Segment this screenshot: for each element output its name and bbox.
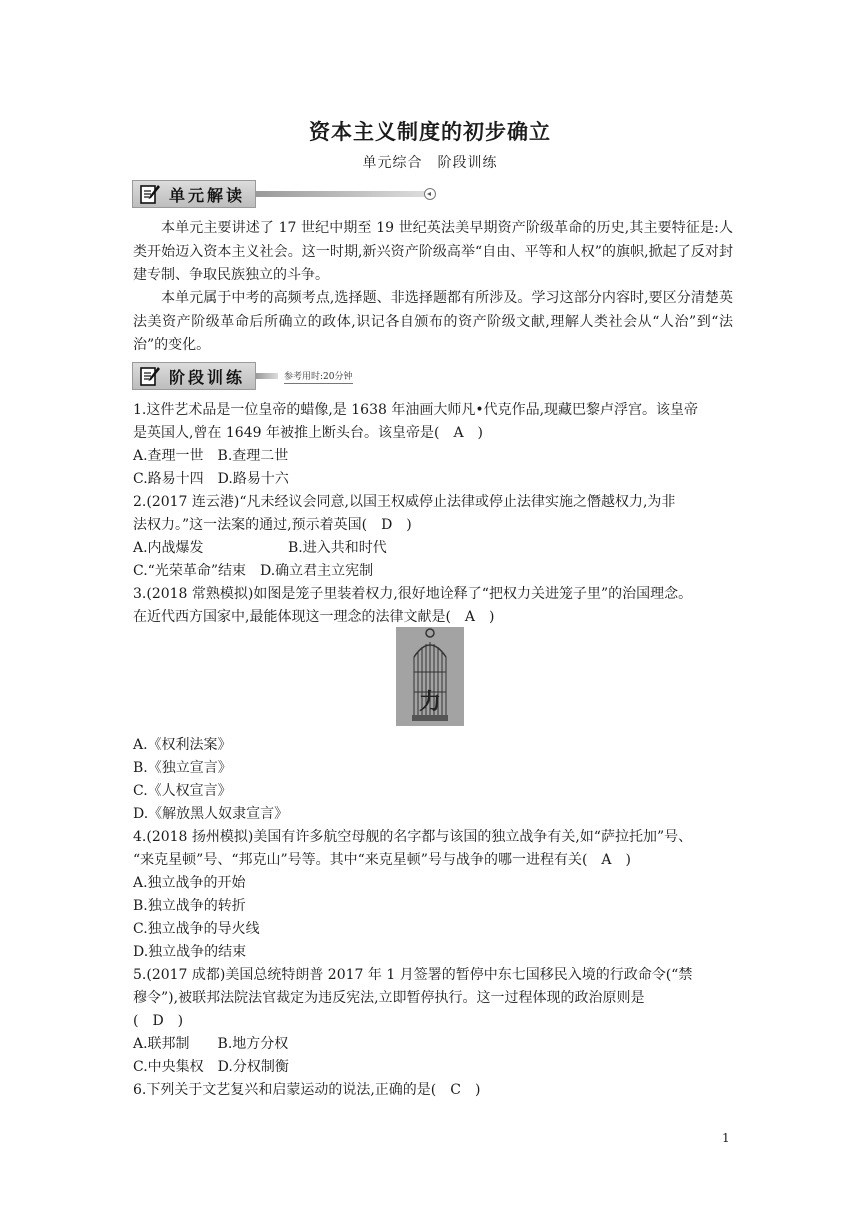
q6-stem-line-1: 6.下列关于文艺复兴和启蒙运动的说法,正确的是( C ) <box>133 1082 481 1098</box>
reference-time: 参考用时:20分钟 <box>284 369 353 384</box>
q5-options-line-2: C.中央集权 D.分权制衡 <box>133 1059 289 1075</box>
q2-option-b: B.进入共和时代 <box>288 540 387 556</box>
q3-option-c: C.《人权宣言》 <box>133 783 232 799</box>
q2-options-line-2: C.“光荣革命”结束 D.确立君主立宪制 <box>133 563 374 579</box>
q1-options-line-2: C.路易十四 D.路易十六 <box>133 471 289 487</box>
notepad-pencil-icon <box>139 183 161 205</box>
section-label: 单元解读 <box>169 185 246 205</box>
q3-option-d: D.《解放黑人奴隶宣言》 <box>133 806 289 822</box>
q3-option-a: A.《权利法案》 <box>133 737 232 753</box>
q5-options-line-1: A.联邦制 B.地方分权 <box>133 1036 289 1052</box>
q4-option-a: A.独立战争的开始 <box>133 875 246 891</box>
q5-stem-line-1: 5.(2017 成都)美国总统特朗普 2017 年 1 月签署的暂停中东七国移民入境的行政命令(“禁 <box>133 967 693 983</box>
q4-option-b: B.独立战争的转折 <box>133 898 246 914</box>
q4-stem-line-1: 4.(2018 扬州模拟)美国有许多航空母舰的名字都与该国的独立战争有关,如“萨拉托加”号、 <box>133 829 693 845</box>
q1-stem-line-1: 1.这件艺术品是一位皇帝的蜡像,是 1638 年油画大师凡•代克作品,现藏巴黎卢浮宫。该皇帝 <box>133 402 699 418</box>
q4-option-d: D.独立战争的结束 <box>133 944 247 960</box>
q3-stem-line-1: 3.(2018 常熟模拟)如图是笼子里装着权力,很好地诠释了“把权力关进笼子里”的治国理念。 <box>133 586 693 602</box>
q1-stem-line-2: 是英国人,曾在 1649 年被推上断头台。该皇帝是( A ) <box>133 425 484 441</box>
notepad-pencil-icon <box>139 365 161 387</box>
arrow-knob-icon <box>424 188 436 200</box>
q4-stem-line-2: “来克星顿”号、“邦克山”号等。其中“来克星顿”号与战争的哪一进程有关( A ) <box>133 852 631 868</box>
q5-stem-line-3: ( D ) <box>133 1013 184 1029</box>
cage-power-character: 力 <box>418 690 442 715</box>
page-number: 1 <box>722 1131 730 1145</box>
q1-options-line-1: A.查理一世 B.查理二世 <box>133 448 289 464</box>
section-banner-stage-training <box>132 362 353 390</box>
q3-option-b: B.《独立宣言》 <box>133 760 232 776</box>
q5-stem-line-2: 穆令”),被联邦法院法官裁定为违反宪法,立即暂停执行。这一过程体现的政治原则是 <box>133 990 645 1006</box>
section-label: 阶段训练 <box>169 367 246 387</box>
section-banner-unit-reading <box>132 180 436 208</box>
q3-stem-line-2: 在近代西方国家中,最能体现这一理念的法律文献是( A ) <box>133 609 495 625</box>
q2-stem-line-1: 2.(2017 连云港)“凡未经议会同意,以国王权威停止法律或停止法律实施之僭越权力,为非 <box>133 494 676 510</box>
power-in-cage-image <box>396 627 464 726</box>
page-title: 资本主义制度的初步确立 <box>309 119 551 144</box>
q2-stem-line-2: 法权力。”这一法案的通过,预示着英国( D ) <box>133 517 412 533</box>
unit-paragraph-1: 本单元主要讲述了 17 世纪中期至 19 世纪英法美早期资产阶级革命的历史,其主要特征是:人类开始迈入资本主义社会。这一时期,新兴资产阶级高举“自由、平等和人权”的旗帜,掀起了反对封建专制、争取民族独立的斗争。 <box>133 220 733 283</box>
q4-option-c: C.独立战争的导火线 <box>133 921 260 937</box>
page-subtitle: 单元综合 阶段训练 <box>362 155 498 171</box>
unit-paragraph-2: 本单元属于中考的高频考点,选择题、非选择题都有所涉及。学习这部分内容时,要区分清楚英法美资产阶级革命后所确立的政体,识记各自颁布的资产阶级文献,理解人类社会从“人治”到“法治”的变化。 <box>133 290 733 353</box>
q2-option-a: A.内战爆发 <box>133 540 204 556</box>
